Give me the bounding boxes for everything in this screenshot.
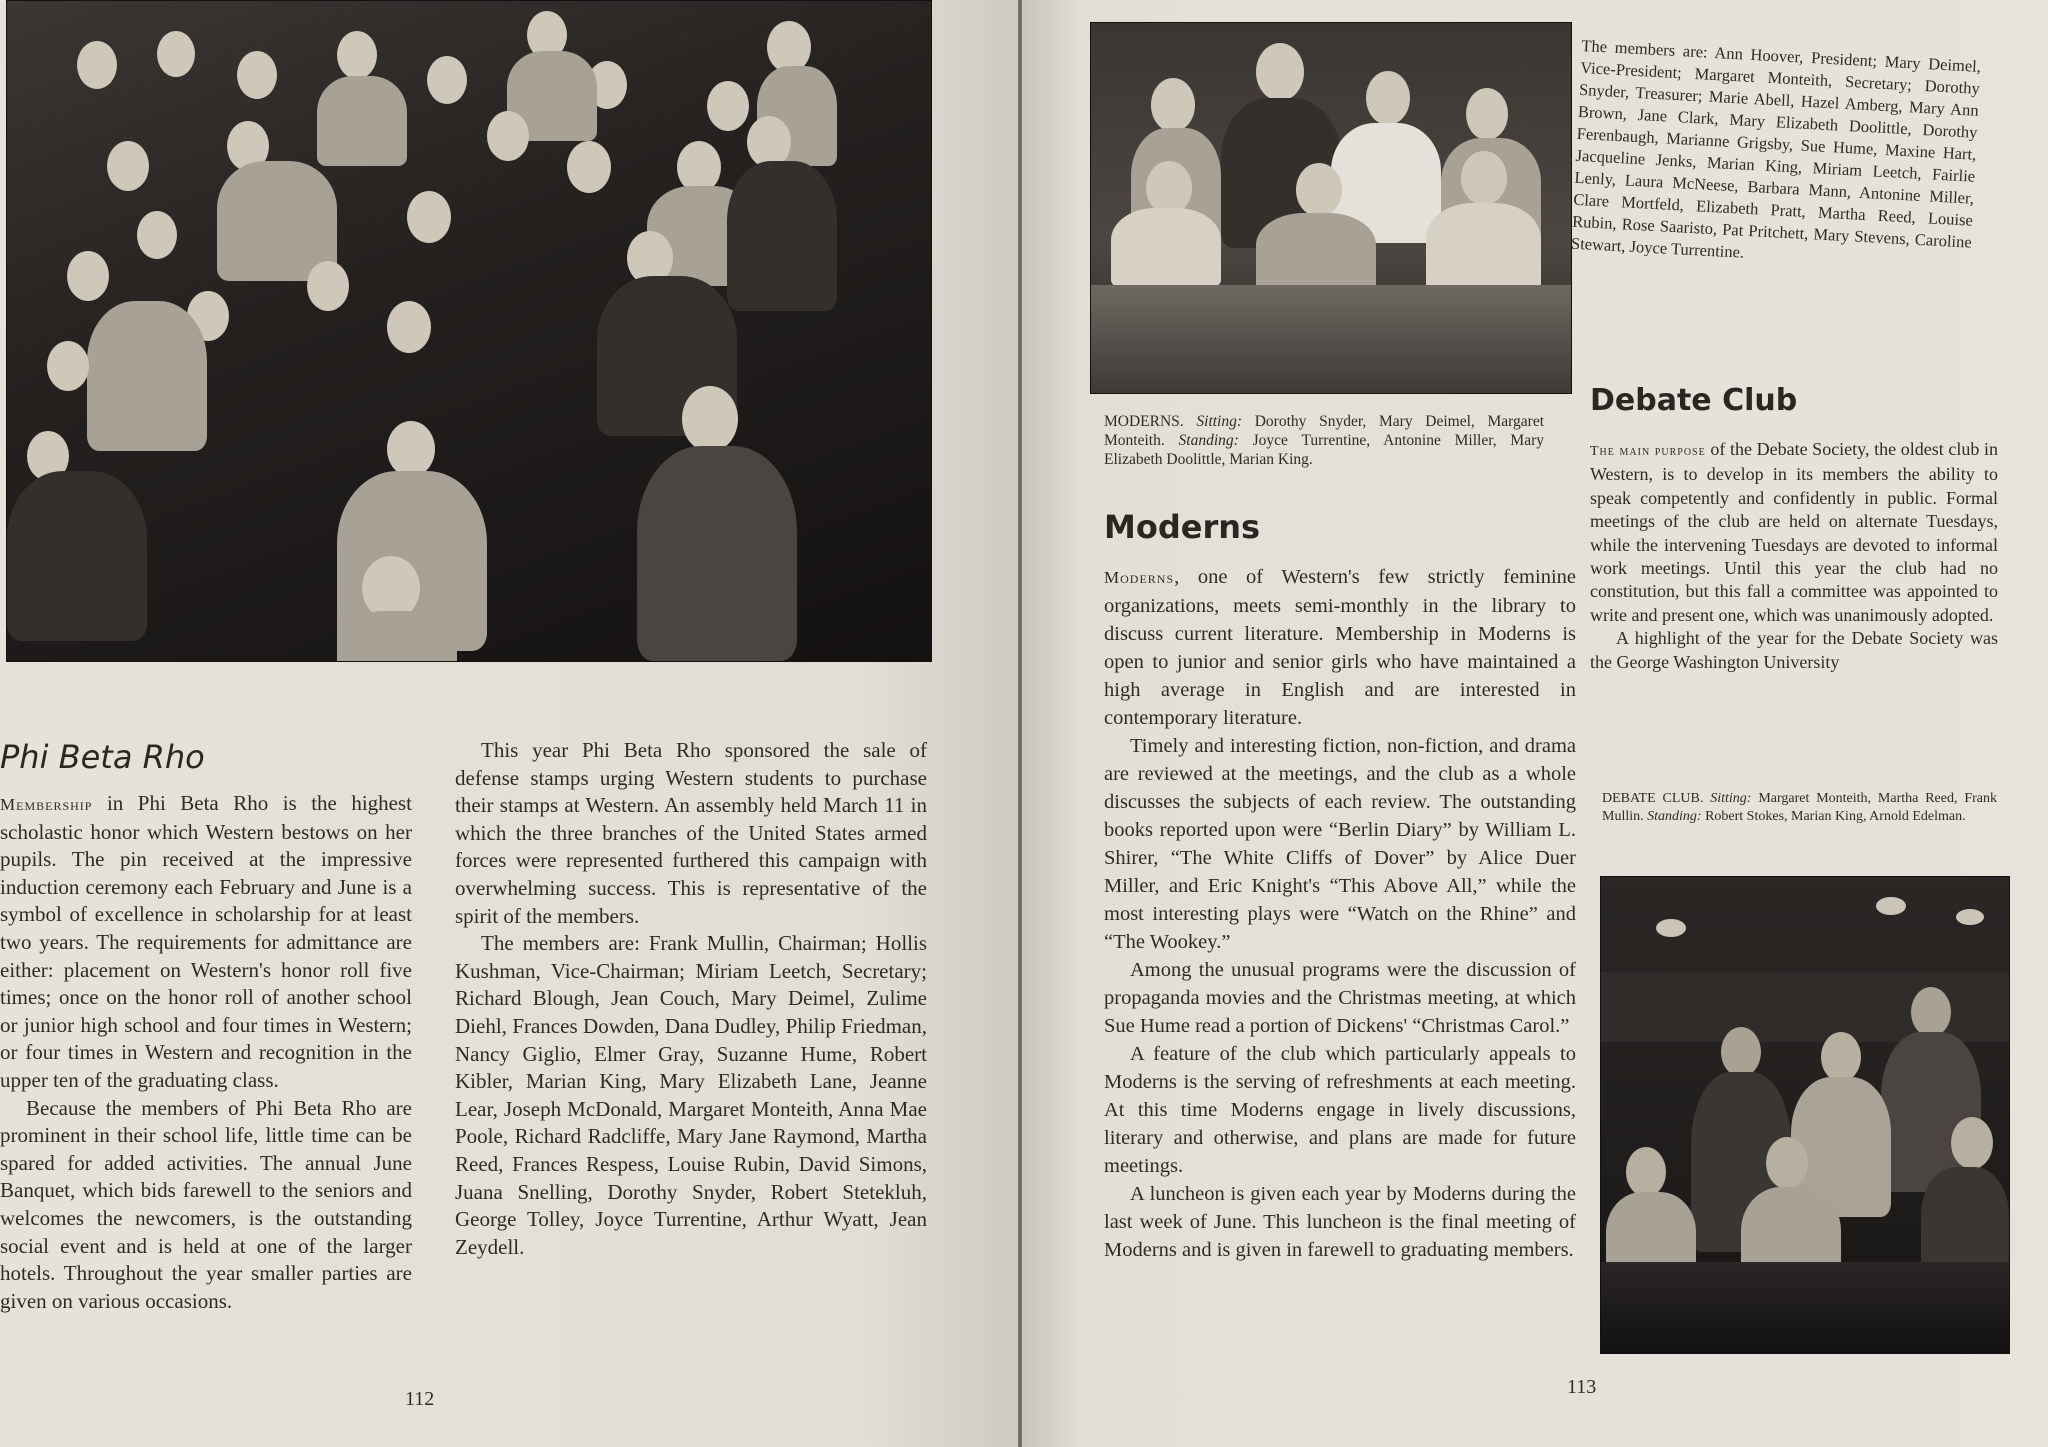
debate-club-body [1590,438,1998,674]
moderns-paragraph: A luncheon is given each year by Moderns during the last week of June. This luncheon is the final meeting of Moderns and is given in farewell to graduating members. [1104,1183,1576,1261]
moderns-paragraph [1104,563,1576,732]
phi-beta-rho-column-1 [0,790,412,1315]
phi-beta-rho-paragraph: This year Phi Beta Rho sponsored the sale of defense stamps urging Western students to purchase their stamps at Western. An assembly held March 11 in which the three branches of the United States armed forces were represented furthered this campaign with overwhelming success. This is representative of the spirit of the members. [455,738,927,928]
lead-word: The main purpose [1590,444,1706,459]
left-page [0,0,1018,1447]
lead-word: Membership [0,795,93,814]
debate-club-paragraph [1590,438,1998,627]
moderns-body [1104,563,1576,1264]
debate-club-paragraph: A highlight of the year for the Debate Society was the George Washington University [1590,628,1998,672]
caption-sitting-names: Dorothy Snyder, Mary Deimel, Margaret Monteith. [1104,413,1545,449]
caption-sitting-names: Margaret Monteith, Martha Reed, Frank Mullin. [1602,791,1997,824]
lead-word: Moderns [1104,568,1175,587]
caption-standing-names: Joyce Turrentine, Antonine Miller, Mary Elizabeth Doolittle, Marian King. [1104,432,1545,468]
moderns-heading: Moderns [1104,508,1261,546]
phi-beta-rho-paragraph: Because the members of Phi Beta Rho are prominent in their school life, little time can be spared for added activities. The annual June Banquet, which bids farewell to the seniors and welcomes the newcomers, is the outstanding social event and is held at one of the larger hotels. Throughout the year smaller parties are given on various occasions. [0,1095,412,1313]
debate-club-group-photo [1600,876,2010,1354]
page-number-left: 112 [405,1388,435,1410]
moderns-paragraph: Among the unusual programs were the discussion of propaganda movies and the Christmas meeting, at which Sue Hume read a portion of Dickens' “Christmas Carol.” [1104,959,1576,1037]
caption-standing-label: Standing: [1178,432,1239,449]
right-page [1022,0,2048,1447]
paragraph-text: , one of Western's few strictly feminine organizations, meets semi-monthly in the library to discuss current literature. Membership in Moderns is open to junior and senior girls who have maintained a high average in English and are interested in contemporary literature. [1104,566,1576,729]
moderns-group-photo [1090,22,1572,394]
phi-beta-rho-column-2 [455,737,927,1261]
moderns-paragraph: A feature of the club which particularly appeals to Moderns is the serving of refreshments at each meeting. At this time Moderns engage in lively discussions, literary and otherwise, and plans are made for future meetings. [1104,1043,1576,1177]
caption-sitting-label: Sitting: [1196,413,1243,430]
debate-club-heading: Debate Club [1590,383,1798,418]
moderns-paragraph: Timely and interesting fiction, non-fiction, and drama are reviewed at the meetings, and the club as a whole discusses the subjects of each review. The outstanding books reported upon were “Berlin Diary” by William L. Shirer, “The White Cliffs of Dover” by Alice Duer Miller, and Eric Knight's “This Above All,” while the most interesting plays were “Watch on the Rhine” and “The Wookey.” [1104,735,1576,953]
caption-standing-label: Standing: [1647,809,1702,824]
caption-label: DEBATE CLUB. [1602,791,1704,806]
paragraph-text: of the Debate Society, the oldest club in Western, is to develop in its members the ability to speak competently and confidently in public. Formal meetings of the club are held on alternate Tuesdays, while the intervening Tuesdays are devoted to informal work meetings. Until this year the club had no constitution, but this fall a committee was appointed to write and present one, which was unanimously adopted. [1590,439,1998,625]
caption-standing-names: Robert Stokes, Marian King, Arnold Edelman. [1701,809,1966,824]
paragraph-text: in Phi Beta Rho is the highest scholastic honor which Western bestows on her pupils. The pin received at the impressive induction ceremony each February and June is a symbol of excellence in scholarship for at least two years. The requirements for admittance are either: placement on Western's honor roll five times; once on the honor roll of another school or junior high school and four times in Western; or four times in Western and recognition in the upper ten of the graduating class. [0,791,412,1092]
phi-beta-rho-group-photo [6,0,932,662]
moderns-photo-caption [1104,412,1544,469]
debate-club-photo-caption [1602,790,1997,826]
phi-beta-rho-heading: Phi Beta Rho [0,738,205,776]
caption-label: MODERNS. [1104,413,1184,430]
moderns-members-list: The members are: Ann Hoover, President; Mary Deimel, Vice-President; Margaret Monteith, Secretary; Dorothy Snyder, Treasurer; Marie Abell, Hazel Amberg, Mary Ann Brown, Jane Clark, Mary Elizabeth Doolittle, Dorothy Ferenbaugh, Marianne Grigsby, Sue Hume, Maxine Hart, Jacqueline Jenks, Marian King, Miriam Leetch, Fairlie Lenly, Laura McNeese, Barbara Mann, Antonine Miller, Clare Mortfeld, Elizabeth Pratt, Martha Reed, Louise Rubin, Rose Saaristo, Pat Pritchett, Mary Stevens, Caroline Stewart, Joyce Turrentine. [1570,35,1982,262]
phi-beta-rho-members: The members are: Frank Mullin, Chairman; Hollis Kushman, Vice-Chairman; Miriam Leetch, Secretary; Richard Blough, Jean Couch, Mary Deimel, Zulime Diehl, Frances Dowden, Dana Dudley, Philip Friedman, Nancy Giglio, Elmer Gray, Suzanne Hume, Robert Kibler, Marian King, Mary Elizabeth Lane, Jeanne Lear, Joseph McDonald, Margaret Monteith, Anna Mae Poole, Richard Radcliffe, Mary Jane Raymond, Martha Reed, Frances Respess, Louise Rubin, David Simons, Juana Snelling, Dorothy Snyder, Robert Stetekluh, George Tolley, Joyce Turrentine, Arthur Wyatt, Jean Zeydell. [455,931,927,1259]
page-number-right: 113 [1567,1376,1597,1398]
caption-sitting-label: Sitting: [1710,791,1752,806]
phi-beta-rho-paragraph [0,790,412,1095]
